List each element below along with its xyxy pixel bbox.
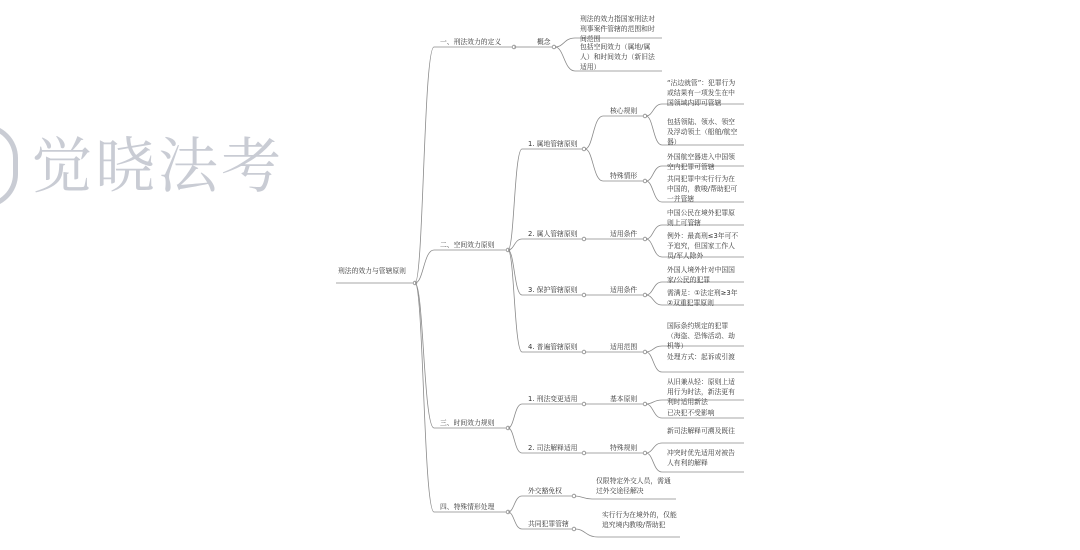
connector (575, 529, 598, 537)
connector (508, 404, 522, 428)
leaf-b3-old-or-lighter[interactable]: 从旧兼从轻：原则上适用行为时法，新法更有利时适用新法 (667, 378, 735, 406)
connector (646, 239, 662, 257)
connector (646, 116, 662, 145)
node-b2[interactable]: 二、空间效力原则 (440, 241, 495, 249)
connector (415, 283, 434, 512)
connector (646, 166, 662, 181)
node-b3-basic-principle[interactable]: 基本原则 (610, 395, 638, 403)
connector (646, 453, 662, 472)
node-b2-personal-conditions[interactable]: 适用条件 (610, 230, 638, 238)
leaf-b2-foreign-aircraft[interactable]: 外国航空器进入中国领空内犯罪可管辖 (667, 153, 735, 171)
leaf-b2-handling[interactable]: 处理方式：起诉或引渡 (667, 353, 735, 361)
connector (646, 282, 662, 295)
leaf-b2-territory-scope[interactable]: 包括领陆、领水、领空及浮动领土（船舶/航空器） (667, 118, 738, 146)
connector (646, 400, 662, 404)
connector (646, 443, 662, 453)
node-b2-universal[interactable]: 4. 普遍管辖原则 (528, 343, 578, 351)
node-b1[interactable]: 一、刑法效力的定义 (440, 38, 502, 46)
watermark-text: 觉晓法考 (32, 132, 284, 202)
leaf-b2-touch-rule[interactable]: “沾边就管”：犯罪行为或结果有一项发生在中国领域内即可管辖 (667, 79, 736, 107)
connector (508, 250, 522, 352)
connector (585, 149, 603, 181)
root-node[interactable]: 刑法的效力与管辖原则 (338, 267, 406, 275)
connector (555, 47, 575, 71)
node-b4-joint-jurisdiction[interactable]: 共同犯罪管辖 (528, 520, 569, 528)
node-b4[interactable]: 四、特殊情形处理 (440, 503, 495, 511)
connector (646, 352, 662, 372)
connector (585, 116, 603, 149)
node-b2-special-cases[interactable]: 特殊情形 (610, 172, 638, 180)
leaf-b3-favorable[interactable]: 冲突时优先适用对被告人有利的解释 (667, 449, 735, 467)
leaf-b2-treaty-crimes[interactable]: 国际条约规定的犯罪（海盗、恐怖活动、劫机等） (667, 322, 735, 350)
connector (415, 47, 434, 283)
connector (646, 225, 662, 239)
connector (646, 181, 662, 202)
node-b3-law-change[interactable]: 1. 刑法变更适用 (528, 395, 578, 403)
node-b4-immunity[interactable]: 外交豁免权 (528, 487, 562, 495)
connector (646, 346, 662, 352)
node-b2-protective-conditions[interactable]: 适用条件 (610, 286, 638, 294)
leaf-b2-joint-crime[interactable]: 共同犯罪中实行行为在中国的，教唆/帮助犯可一并管辖 (667, 175, 738, 203)
leaf-b1-definition[interactable]: 刑法的效力指国家刑法对刑事案件管辖的范围和时间范围 (580, 15, 655, 43)
node-b1-concept[interactable]: 概念 (537, 38, 551, 46)
leaf-b3-retroactive[interactable]: 新司法解释可溯及既往 (667, 427, 735, 435)
connector (508, 149, 522, 250)
node-b2-core-rules[interactable]: 核心规则 (610, 107, 638, 115)
connector (646, 104, 662, 116)
leaf-b2-requirements[interactable]: 需满足：①法定刑≥3年 ②双重犯罪原则 (667, 289, 738, 307)
node-b2-universal-scope[interactable]: 适用范围 (610, 343, 638, 351)
leaf-b4-joint[interactable]: 实行行为在境外的，仅能追究境内教唆/帮助犯 (602, 511, 677, 529)
leaf-b2-exception[interactable]: 例外：最高刑≤3年可不予追究，但国家工作人员/军人除外 (667, 232, 739, 260)
node-b3[interactable]: 三、时间效力规则 (440, 419, 495, 427)
connector (508, 496, 522, 512)
node-b2-personal[interactable]: 2. 属人管辖原则 (528, 230, 578, 238)
leaf-b2-citizen-abroad[interactable]: 中国公民在境外犯罪原则上可管辖 (667, 209, 735, 227)
connector (415, 250, 434, 283)
leaf-b1-scope[interactable]: 包括空间效力（属地/属人）和时间效力（新旧法适用） (580, 43, 655, 71)
leaf-b2-foreigner-crime[interactable]: 外国人境外针对中国国家/公民的犯罪 (667, 266, 735, 284)
connector (508, 512, 522, 529)
connector (555, 38, 575, 47)
connector (508, 428, 522, 453)
node-b2-territorial[interactable]: 1. 属地管辖原则 (528, 140, 578, 148)
connector (646, 404, 662, 418)
node-b3-interpretation[interactable]: 2. 司法解释适用 (528, 444, 578, 452)
node-b3-special-rules[interactable]: 特殊规则 (610, 444, 638, 452)
connector (575, 496, 592, 499)
leaf-b3-convicted[interactable]: 已决犯不受影响 (667, 409, 715, 417)
node-b2-protective[interactable]: 3. 保护管辖原则 (528, 286, 578, 294)
connector (646, 295, 662, 305)
leaf-b4-immunity[interactable]: 仅限特定外交人员，需通过外交途径解决 (596, 477, 671, 495)
